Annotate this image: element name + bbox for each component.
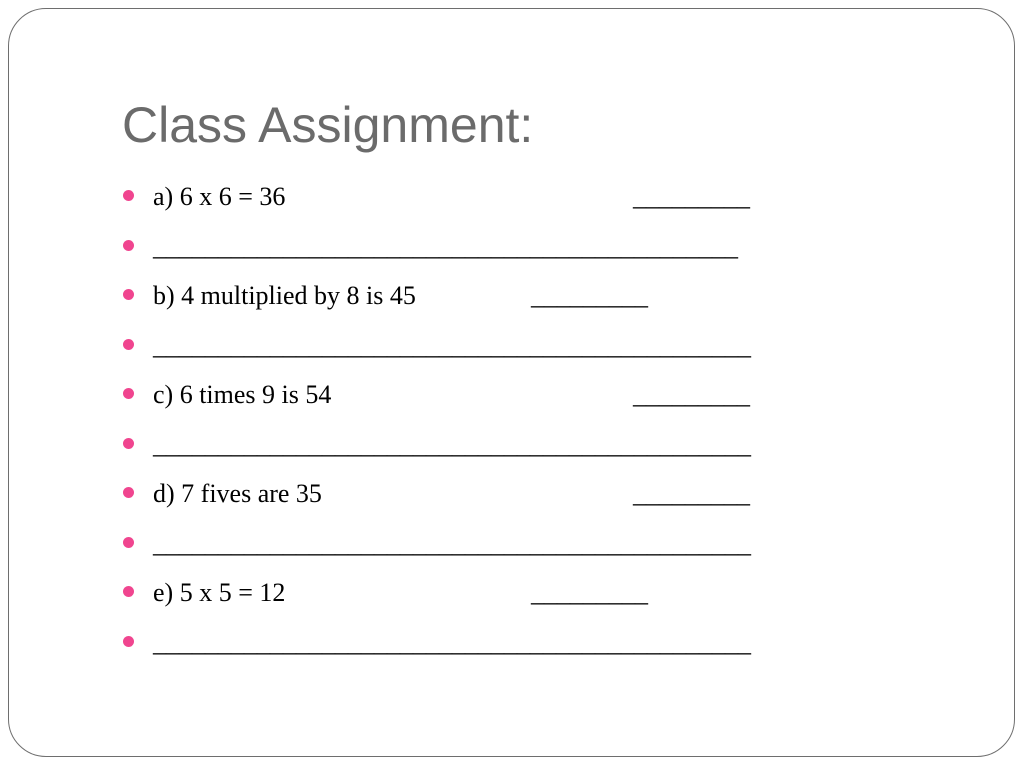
bullet-dot-icon — [123, 339, 134, 350]
question-item-c — [122, 375, 972, 425]
assignment-list — [122, 177, 972, 672]
answer-blank: _________ — [633, 182, 750, 211]
bullet-dot-icon — [123, 537, 134, 548]
answer-blank: _________ — [531, 578, 648, 607]
bullet-dot-icon — [123, 240, 134, 251]
question-item-b — [122, 276, 972, 326]
question-text: a) 6 x 6 = 36 — [153, 182, 286, 211]
slide-title: Class Assignment: — [122, 97, 534, 153]
work-line-item — [122, 227, 972, 277]
bullet-dot-icon — [123, 586, 134, 597]
work-line: ______________________________________________ — [153, 528, 751, 558]
work-line-item — [122, 425, 972, 475]
question-item-d — [122, 474, 972, 524]
answer-blank: _________ — [633, 479, 750, 508]
question-item-e — [122, 573, 972, 623]
work-line: ______________________________________________ — [153, 330, 751, 360]
bullet-dot-icon — [123, 388, 134, 399]
work-line-item — [122, 524, 972, 574]
bullet-dot-icon — [123, 190, 134, 201]
question-text: d) 7 fives are 35 — [153, 479, 322, 508]
bullet-dot-icon — [123, 289, 134, 300]
answer-blank: _________ — [531, 281, 648, 310]
question-text: e) 5 x 5 = 12 — [153, 578, 286, 607]
bullet-dot-icon — [123, 487, 134, 498]
bullet-dot-icon — [123, 438, 134, 449]
question-item-a — [122, 177, 972, 227]
work-line-item — [122, 326, 972, 376]
question-text: b) 4 multiplied by 8 is 45 — [153, 281, 416, 310]
work-line: _____________________________________________ — [153, 231, 738, 261]
answer-blank: _________ — [633, 380, 750, 409]
work-line: ______________________________________________ — [153, 429, 751, 459]
slide-frame — [8, 8, 1015, 757]
bullet-dot-icon — [123, 636, 134, 647]
work-line-item — [122, 623, 972, 673]
work-line: ______________________________________________ — [153, 627, 751, 657]
question-text: c) 6 times 9 is 54 — [153, 380, 332, 409]
